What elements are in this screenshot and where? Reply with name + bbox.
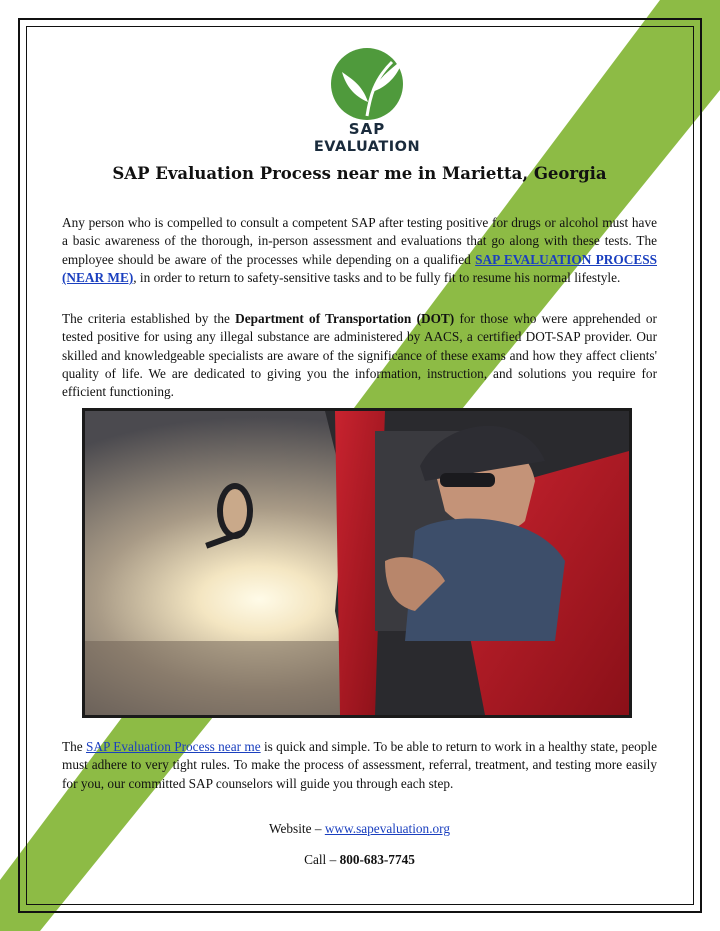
sap-evaluation-logo <box>312 42 422 155</box>
logo-text-evaluation: EVALUATION <box>313 139 421 155</box>
para2-text-after: for those who were apprehended or tested positive for using any illegal substance are administered by AACS, a certified DOT-SAP provider. Our skilled and knowledgeable specialists are aware of the significance of these exams and how they affect clients' quality of life. We are dedicated to giving you the information, instruction, and solutions you require for efficient functioning. <box>62 311 657 400</box>
phone-number: 800-683-7745 <box>339 852 415 867</box>
para1-text-after: , in order to return to safety-sensitive tasks and to be fully fit to resume his normal lifestyle. <box>133 269 621 285</box>
para2-text: The criteria established by the <box>62 311 236 326</box>
call-line <box>62 852 657 868</box>
para3-text: The <box>62 739 87 754</box>
logo-text-sap: SAP <box>348 120 386 138</box>
para1-text: Any person who is compelled to consult a competent SAP after testing positive for drugs or alcohol must have a basic awareness of the thorough, in-person assessment and evaluations that go along with these tests. The employee should be aware of the processes while depending on a qualified <box>62 215 657 267</box>
paragraph-intro <box>62 214 657 287</box>
sap-evaluation-process-link[interactable]: SAP EVALUATION PROCESS (NEAR ME) <box>62 251 657 285</box>
website-line <box>62 821 657 837</box>
paragraph-process <box>62 738 657 793</box>
paragraph-dot-criteria <box>62 310 657 401</box>
website-label: Website – <box>269 821 325 836</box>
website-link[interactable]: www.sapevaluation.org <box>324 821 450 836</box>
page-title: SAP Evaluation Process near me in Marietta, Georgia <box>112 164 607 183</box>
sap-process-near-me-link[interactable]: SAP Evaluation Process near me <box>86 739 261 754</box>
dot-bold-text: Department of Transportation (DOT) <box>235 311 455 326</box>
truck-driver-image <box>85 411 629 715</box>
leaf-logo-icon <box>312 42 422 122</box>
para3-text-after: is quick and simple. To be able to return to work in a healthy state, people must adhere to very tight rules. To make the process of assessment, referral, treatment, and testing more easily for you, our committed SAP counselors will guide you through each step. <box>62 739 657 791</box>
call-label: Call – <box>304 852 340 867</box>
truck-driver-photo <box>82 408 632 718</box>
